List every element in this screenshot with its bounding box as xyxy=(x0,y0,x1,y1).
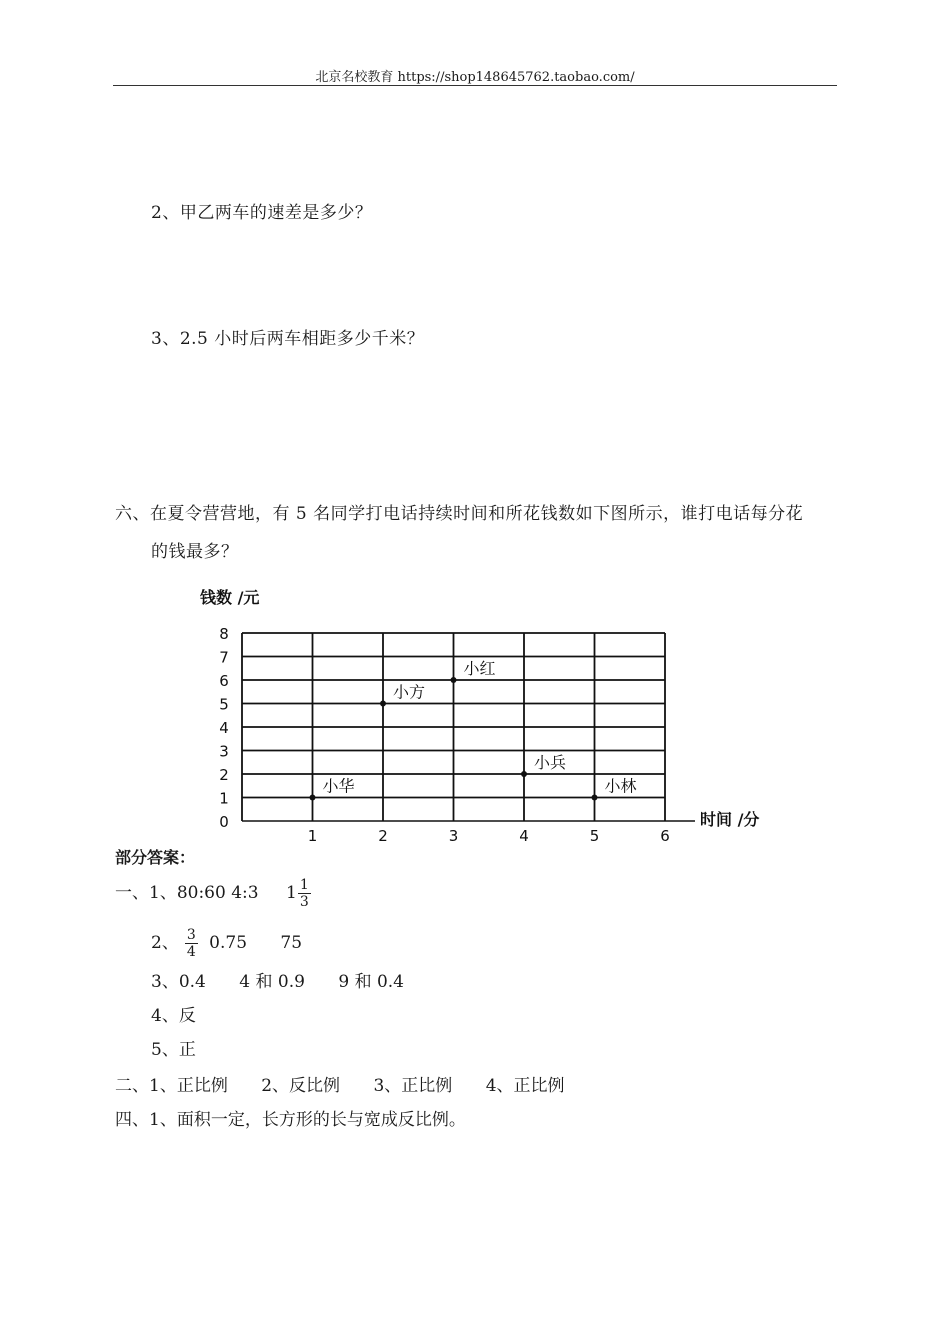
answer-3-a: 3、0.4 xyxy=(151,972,206,992)
x-tick-label: 6 xyxy=(660,827,670,845)
data-point-label: 小兵 xyxy=(534,753,567,772)
answer-2-value-a: 0.75 xyxy=(209,933,248,953)
answer-row-2 xyxy=(151,927,302,960)
answer-3-b: 4 和 0.9 xyxy=(239,972,305,992)
answer-3-c: 9 和 0.4 xyxy=(338,972,405,992)
data-point xyxy=(521,771,527,777)
answer-2-prefix: 2、 xyxy=(151,933,179,953)
section-6-line-1: 六、在夏令营营地，有 5 名同学打电话持续时间和所花钱数如下图所示，谁打电话每分花 xyxy=(115,504,804,524)
phone-cost-chart xyxy=(190,585,790,845)
answer-row-section-4: 四、1、面积一定，长方形的长与宽成反比例。 xyxy=(115,1110,466,1130)
answer-2-2: 2、反比例 xyxy=(261,1076,341,1096)
header-divider xyxy=(113,85,837,86)
y-tick-label: 2 xyxy=(219,766,229,784)
x-tick-label: 0 xyxy=(219,813,229,831)
section-6-question xyxy=(115,495,845,571)
fraction-numerator: 3 xyxy=(186,927,196,943)
answer-row-4: 4、反 xyxy=(151,1006,196,1026)
x-tick-label: 1 xyxy=(307,827,318,845)
answer-row-section-2 xyxy=(115,1071,565,1096)
answer-2-3: 3、正比例 xyxy=(373,1076,453,1096)
data-point xyxy=(380,701,386,707)
answer-1-fraction xyxy=(298,877,311,910)
answer-1-prefix: 一、1、80:60 4:3 xyxy=(115,883,259,903)
data-point-label: 小方 xyxy=(393,682,426,702)
answer-row-5: 5、正 xyxy=(151,1040,196,1060)
y-tick-label: 4 xyxy=(219,719,229,737)
fraction-denominator: 4 xyxy=(186,944,196,960)
answer-2-value-b: 75 xyxy=(280,933,303,953)
answer-2-fraction xyxy=(185,927,198,960)
y-tick-label: 6 xyxy=(219,672,229,690)
question-2: 2、甲乙两车的速差是多少？ xyxy=(151,203,373,223)
answer-2-4: 4、正比例 xyxy=(485,1076,565,1096)
data-point xyxy=(451,677,457,683)
y-tick-label: 5 xyxy=(219,695,229,714)
data-point xyxy=(310,795,316,801)
answer-1-whole: 1 xyxy=(285,883,297,903)
data-point-label: 小红 xyxy=(463,659,496,678)
x-axis-label: 时间 /分 xyxy=(700,810,760,829)
y-tick-label: 8 xyxy=(219,625,229,643)
x-tick-label: 2 xyxy=(378,827,388,845)
page-header: 北京名校教育 https://shop148645762.taobao.com/ xyxy=(315,70,635,85)
y-tick-label: 7 xyxy=(219,648,229,667)
y-tick-label: 1 xyxy=(219,789,229,808)
answer-row-3 xyxy=(151,967,404,992)
answers-title: 部分答案： xyxy=(115,848,196,867)
section-6-line-2: 的钱最多？ xyxy=(151,542,239,562)
question-3: 3、2.5 小时后两车相距多少千米？ xyxy=(151,329,425,349)
data-point-label: 小林 xyxy=(604,776,637,796)
answer-row-1 xyxy=(115,877,317,910)
fraction-denominator: 3 xyxy=(299,894,309,910)
x-tick-label: 3 xyxy=(448,827,459,845)
answer-2-1: 二、1、正比例 xyxy=(115,1076,228,1096)
x-tick-label: 4 xyxy=(519,827,529,845)
y-axis-label: 钱数 /元 xyxy=(200,588,260,607)
data-point xyxy=(592,795,598,801)
fraction-numerator: 1 xyxy=(299,877,309,893)
x-tick-label: 5 xyxy=(589,827,600,845)
y-tick-label: 3 xyxy=(219,742,229,761)
data-point-label: 小华 xyxy=(322,776,355,796)
